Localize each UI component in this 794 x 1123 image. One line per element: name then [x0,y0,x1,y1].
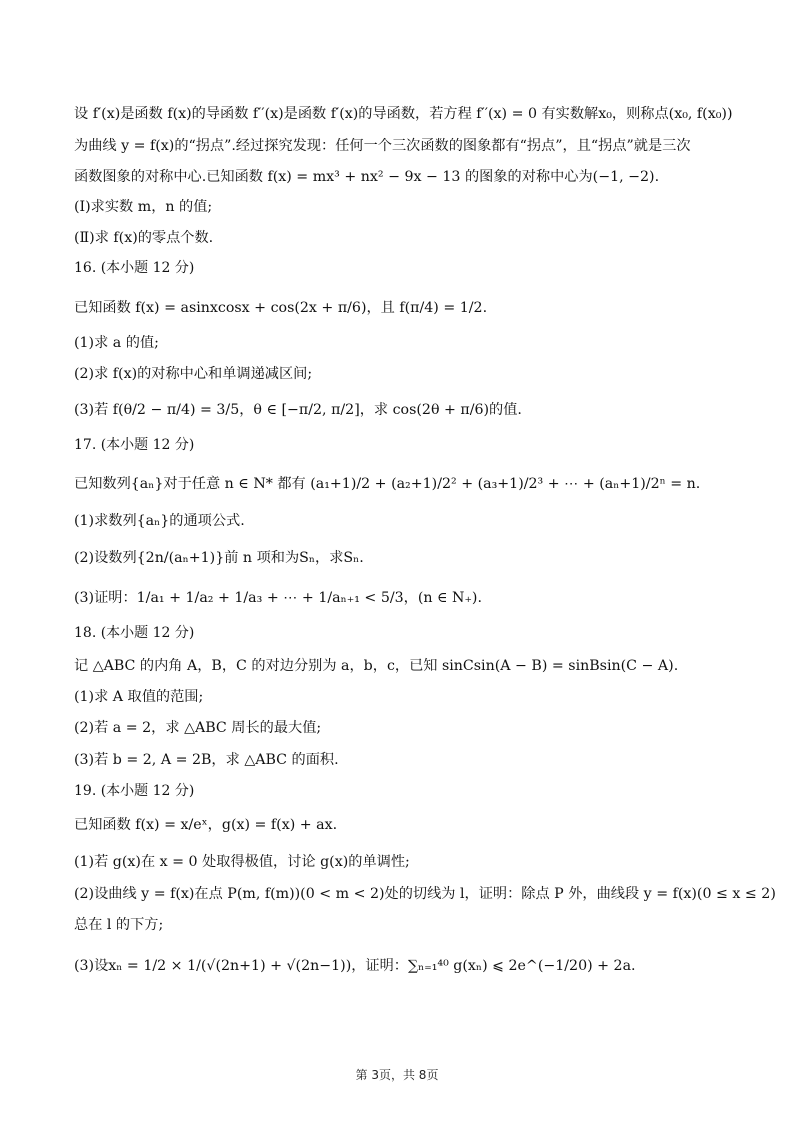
text-line: (1)求 a 的值; [74,335,159,351]
text-line: (2)设数列{2n/(aₙ+1)}前 n 项和为Sₙ，求Sₙ. [74,550,364,566]
text-line: (3)若 b = 2, A = 2B，求 △ABC 的面积. [74,752,339,768]
text-line: 设 f′(x)是函数 f(x)的导函数 f′′(x)是函数 f′(x)的导函数，若方程 f′′(x) = 0 有实数解x₀，则称点(x₀, f(x₀)) [74,106,733,122]
question-header: 17. (本小题 12 分) [74,437,195,453]
text-line: 已知数列{aₙ}对于任意 n ∈ N* 都有 (a₁+1)/2 + (a₂+1)/2² + (a₃+1)/2³ + ⋯ + (aₙ+1)/2ⁿ = n. [74,476,701,492]
text-line: (3)设xₙ = 1/2 × 1/(√(2n+1) + √(2n−1))，证明：∑ₙ₌₁⁴⁰ g(xₙ) ⩽ 2e^(−1/20) + 2a. [74,958,636,974]
text-line: 函数图象的对称中心.已知函数 f(x) = mx³ + nx² − 9x − 13 的图象的对称中心为(−1, −2). [74,169,660,185]
question-header: 16. (本小题 12 分) [74,260,195,276]
text-line: (2)设曲线 y = f(x)在点 P(m, f(m))(0 < m < 2)处的切线为 l，证明：除点 P 外，曲线段 y = f(x)(0 ≤ x ≤ 2) [74,886,776,902]
text-line: (Ⅱ)求 f(x)的零点个数. [74,230,214,246]
page-footer: 第 3页，共 8页 [355,1068,439,1082]
text-line: (2)求 f(x)的对称中心和单调递减区间; [74,366,313,382]
text-line: (3)证明：1/a₁ + 1/a₂ + 1/a₃ + ⋯ + 1/aₙ₊₁ < 5/3，(n ∈ N₊). [74,590,482,606]
text-line: (2)若 a = 2，求 △ABC 周长的最大值; [74,720,322,736]
text-line: (1)求 A 取值的范围; [74,689,204,705]
text-line: 已知函数 f(x) = asinxcosx + cos(2x + π/6)，且 f(π/4) = 1/2. [74,300,488,316]
text-line: (1)求数列{aₙ}的通项公式. [74,513,245,529]
question-header: 18. (本小题 12 分) [74,625,195,641]
text-line: (3)若 f(θ/2 − π/4) = 3/5，θ ∈ [−π/2, π/2]，求 cos(2θ + π/6)的值. [74,402,522,418]
text-line: 记 △ABC 的内角 A，B，C 的对边分别为 a，b，c，已知 sinCsin(A − B) = sinBsin(C − A). [74,658,679,674]
text-line: (Ⅰ)求实数 m，n 的值; [74,199,213,215]
question-header: 19. (本小题 12 分) [74,783,195,799]
text-line: 为曲线 y = f(x)的“拐点”.经过探究发现：任何一个三次函数的图象都有“拐点”，且“拐点”就是三次 [74,138,691,154]
text-line: (1)若 g(x)在 x = 0 处取得极值，讨论 g(x)的单调性; [74,854,410,870]
text-line: 总在 l 的下方; [74,917,164,933]
text-line: 已知函数 f(x) = x/eˣ，g(x) = f(x) + ax. [74,817,338,833]
